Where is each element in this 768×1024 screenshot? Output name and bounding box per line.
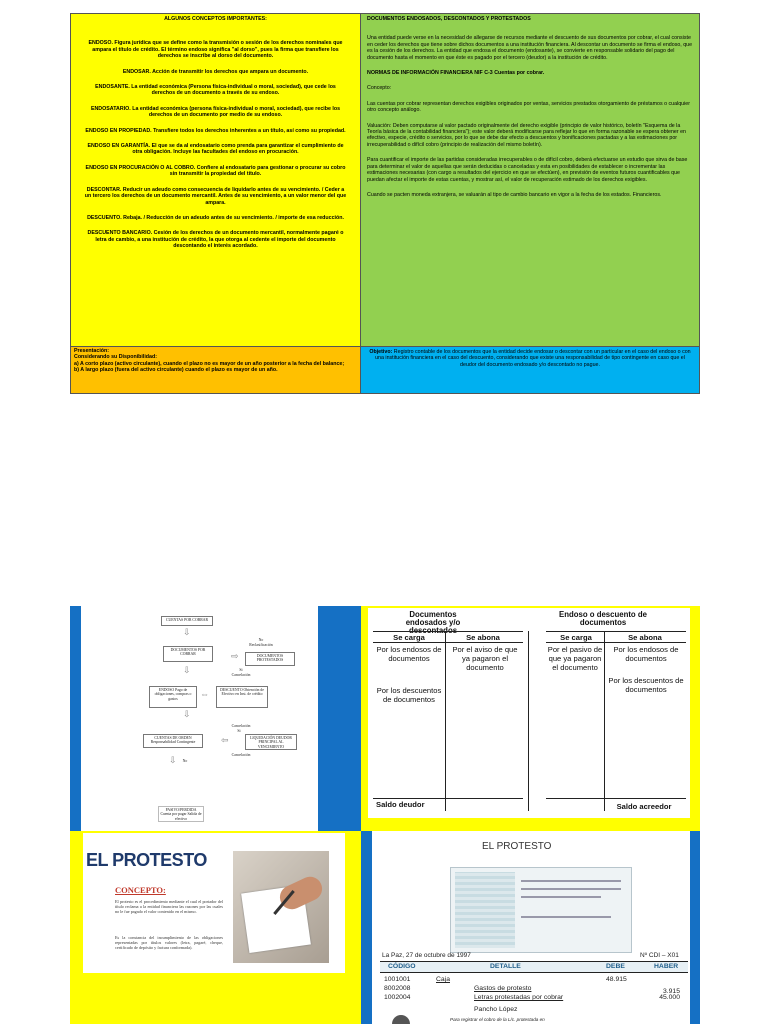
col-debe: DEBE [606,963,625,970]
concept-item: DESCUENTO BANCARIO. Cesión de los derechos de un documento mercantil, normalmente pagaré o letra de cambio, a una institución de crédito, la que otorga al cedente el importe del documento descontando el interés acordado. [87,230,344,250]
t-left-se-abona: Se abona [466,633,500,642]
concepts-header: ALGUNOS CONCEPTOS IMPORTANTES: [164,16,267,22]
presentacion-line: b) A largo plazo (fuera del activo circulante) cuando el plazo es mayor de un año. [74,367,278,374]
row-haber: 3.915 [662,988,680,995]
protest-document-image [450,867,632,953]
flow-si-label: Si [239,668,243,672]
journal-card [372,831,690,1024]
documents-column [361,14,699,347]
col-detalle: DETALLE [490,963,521,970]
documents-paragraph: Valuación: Deben computarse al valor pactado originalmente del derecho exigible (principio de valor histórico, boletín "Esquema de la Teoría básica de la contabilidad financiera"); este valor deberá modificarse para reflejar lo que en forma razonable se espera obtener en efectivo, especie, crédito o servicios, por lo que se debe dar efecto a descuentos y bonificaciones pactadas y a las estimaciones por irrecuperabilidad o difícil cobro (principio de realización del mismo boletín). [367,122,686,148]
flowchart [81,606,318,831]
arrow-right-icon: ⇨ [231,651,239,661]
t-left-debit: Por los endosos de documentos [376,645,442,663]
row-detail: Caja [436,976,450,983]
arrow-down-icon: ⇩ [169,755,177,765]
flow-reclasificacion: Reclasificación [249,643,273,647]
protesto-text: Es la constancia del incumplimiento de las obligaciones representadas por títulos valores (letra, pagaré, cheque, certificado de depósito y factura conformada). [115,935,223,950]
documents-paragraph: Para cuantificar el importe de las partidas consideradas irrecuperables o de difícil cobro, deberá efectuarse un estudio que sirva de base para determinar el valor de aquellas que serán deducidas o canceladas y esta en posibilidades de establecer o incrementar las estimaciones necesarias (con cargo a resultados del ejercicio en que se efectúen), en previsión de eventos futuros cuantificables que puedan afectar el importe de estas cuentas, y mostrar así, el valor de recuperación estimado de los derechos exigibles. [367,157,688,183]
row-detail: Letras protestadas por cobrar [474,994,564,1001]
t-mid-divider [528,631,529,811]
t-left-line [373,798,523,799]
concept-item: DESCUENTO. Rebaja. / Reducción de un adeudo antes de su vencimiento. / importe de esa reducción. [87,214,344,221]
flow-descuento: DESCUENTO Obtención de Efectivo en Inst. de crédito [216,686,268,708]
journal-signer: Pancho López [474,1006,518,1013]
protesto-concepto: CONCEPTO: [115,885,166,895]
arrow-down-icon: ⇩ [183,627,191,637]
t-right-title: Endoso o descuento de documentos [559,610,647,627]
concept-item: ENDOSO. Figura jurídica que se define como la transmisión o sesión de los derechos nominales que ampara el título de crédito. El término endoso significa "al dorso", pues la firma que transfiere los derechos se inscribe al dorso del documento. [88,40,343,60]
t-right-credit: Por los endosos de documentos [613,645,679,663]
row-debe: 48.915 [606,976,627,983]
concept-item: ENDOSATARIO. La entidad económica (persona física-individual o moral, sociedad), que recibe los derechos de un documento por medio de su endoso. [90,105,341,119]
t-right-divider [604,631,605,811]
table-row [380,985,688,994]
presentacion-line: Considerando su Disponibilidad: [74,354,157,361]
t-right-line [546,631,686,632]
t-right-debit: Por el pasivo de que ya pagaron el documento [547,645,603,672]
col-codigo: CÓDIGO [388,963,416,970]
concept-item: ENDOSO EN PROPIEDAD. Transfiere todos los derechos inherentes a un título, así como su propiedad. [85,127,346,134]
t-left-credit: Por el aviso de que ya pagaron el documento [452,645,518,672]
flow-endoso: ENDOSO Pago de obligaciones, compras o gastos [149,686,197,708]
concept-item: ENDOSAR. Acción de transmitir los derechos que ampara un documento. [122,68,309,75]
concepto-label: Concepto: [367,85,392,92]
t-accounts-panel [361,606,700,831]
flow-cancelacion: Cancelación [231,724,251,728]
col-haber: HABER [654,963,679,970]
flow-cancelacion: Cancelación [231,673,251,677]
flow-protestados: DOCUMENTOS PROTESTADOS [245,652,295,666]
table-row [380,976,688,985]
presentacion-cell [71,347,361,393]
row-code: 1002004 [384,994,411,1001]
t-right-credit-2: Por los descuentos de documentos [608,676,684,694]
concept-item: ENDOSANTE. La entidad económica (Persona física-individual o moral, sociedad), que cede los derechos de un documento a través de su endoso. [95,84,336,97]
documents-paragraph: Cuando se pacten moneda extranjera, se valuarán al tipo de cambio bancario en vigor a la fecha de los estados. Financieros. [367,191,662,198]
signing-photo [233,851,329,963]
journal-panel [361,831,700,1024]
objetivo-label: Objetivo: [369,349,393,355]
documents-paragraph: Las cuentas por cobrar representan derechos exigibles originados por ventas, servicios prestados otorgamiento de préstamos o cualquier otro concepto análogo. [367,100,690,114]
presentacion-line: a) A corto plazo (activo circulante), cuando el plazo no es mayor de un año posterior a la fecha del balance; [74,360,345,367]
documents-paragraph: Una entidad puede verse en la necesidad de allegarse de recursos mediante el descuento de sus documentos por cobrar, el cual consiste en ceder los derechos que tiene sobre dichos documentos a una institución financiera. Al descontar un documento se firma el endoso, que es la cesión de los derechos. La entidad que endosa el documento (endosante), se convierte en responsable solidario del pago del documento hasta el momento en que éste es pagado por el tercero (deudor) a la institución de crédito. [367,35,693,61]
flow-no-label: No [182,759,188,763]
t-left-se-carga: Se carga [393,633,425,642]
flow-cuentas-cobrar: CUENTAS POR COBRAR [161,616,213,626]
arrow-down-icon: ⇩ [183,665,191,675]
journal-note: Para registrar el cobro de la L/c. protestada en [450,1017,545,1022]
row-code: 1001001 [384,976,411,983]
concept-item: ENDOSO EN GARANTÍA. El que se da al endosatario como prenda para garantizar el cumplimiento de otra obligación. Incluye las facultades del endoso en procuración. [87,143,344,156]
t-left-debit-2: Por los descuentos de documentos [376,686,442,704]
concepts-table [70,13,700,394]
row-haber: 45.000 [659,994,680,1001]
avatar-icon [392,1015,410,1024]
protesto-title: EL PROTESTO [86,850,207,870]
protesto-panel [70,831,361,1024]
arrow-both-icon: ⇔ [200,689,209,699]
t-saldo-deudor: Saldo deudor [376,800,425,809]
documents-header: DOCUMENTOS ENDOSADOS, DESCONTADOS Y PROTESTADOS [367,16,531,22]
protesto-text: El protesto es el procedimiento mediante el cual el portador del título reclama a la entidad financiera las razones por las cuales no le fue pagado el valor contenido en el mismo. [115,899,223,914]
objetivo-cell [361,347,699,393]
journal-place-date: La Paz, 27 de octubre de 1997 [382,952,471,959]
t-left-line [373,631,523,632]
flow-pasivos: PASIVO/PERDIDA Cuenta por pagar Salida de efectivo [158,806,204,822]
nif-heading: NORMAS DE INFORMACIÓN FINANCIERA NIF C-3 Cuentas por cobrar. [367,70,545,77]
t-left-line [373,642,523,643]
table-row [380,994,688,1003]
objetivo-text: Registro contable de los documentos que la entidad decide endosar o descontar con un particular en el caso del endoso o con una institución financiera en el caso del descuento, considerando que existe una responsabilidad de tipo contingente en caso que el deudor del documento endosado y/o descontado no pague. [375,349,691,368]
concept-item: DESCONTAR. Reducir un adeudo como consecuencia de liquidarlo antes de su vencimiento. / Ceder a un tercero los derechos de un documento mercantil. Antes de su vencimiento, a un valor menor del que ampara. [84,186,347,206]
presentacion-title: Presentación: [74,348,110,354]
journal-header-row [380,961,688,973]
t-left-divider [445,631,446,811]
concept-item: ENDOSO EN PROCURACIÓN O AL COBRO. Confiere al endosatario para gestionar o procurar su cobro sin transmitir la propiedad del título. [85,164,346,178]
concepts-column [71,14,361,347]
t-left-title: Documentos endosados y/o [405,610,461,627]
protesto-card [83,833,345,973]
row-code: 8002008 [384,985,411,992]
journal-number: Nº CDI – X01 [640,952,679,959]
t-saldo-acreedor: Saldo acreedor [616,802,672,811]
t-right-se-abona: Se abona [628,633,662,642]
t-right-se-carga: Se carga [560,633,592,642]
t-right-line [546,642,686,643]
flow-cancelacion: Cancelación [231,753,251,757]
t-right-line [546,798,686,799]
row-detail: Gastos de protesto [474,985,532,992]
flow-no-label: No [258,638,264,642]
journal-title: EL PROTESTO [482,841,552,852]
arrow-left-icon: ⇦ [221,735,229,745]
flow-si-label: Si [237,729,241,733]
flow-cuentas-orden: CUENTAS DE ORDEN Responsabilidad Contingente [143,734,203,748]
flowchart-panel [70,606,361,831]
t-accounts-card [368,608,690,818]
flow-documentos-cobrar: DOCUMENTOS POR COBRAR [163,646,213,662]
arrow-down-icon: ⇩ [183,709,191,719]
flow-liquidacion: LIQUIDACIÓN DEUDOR PRINCIPAL AL VENCIMIENTO [245,734,297,750]
